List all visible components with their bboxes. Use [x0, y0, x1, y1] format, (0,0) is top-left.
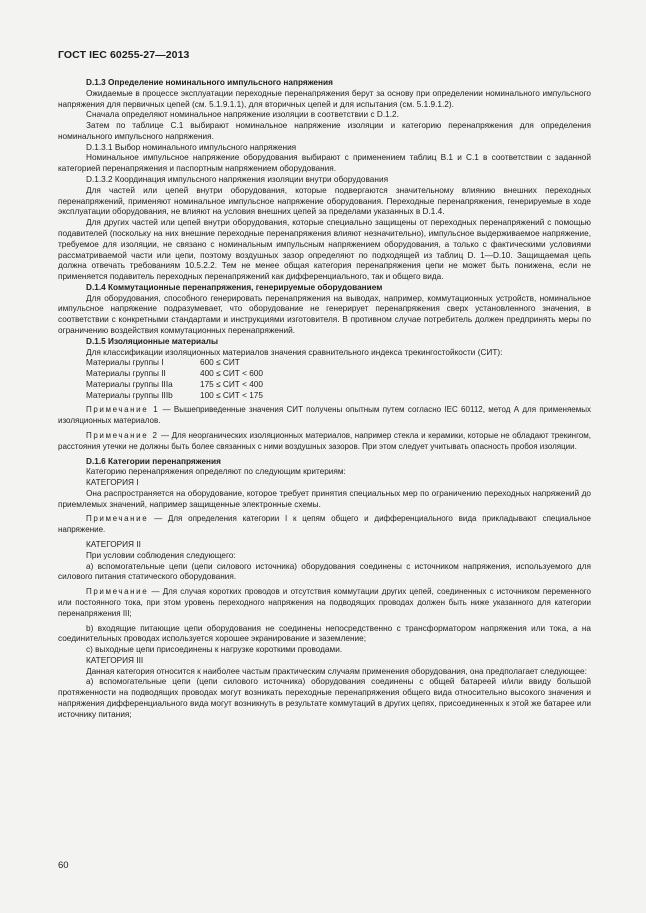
material-value: 100 ≤ СИТ < 175: [200, 390, 263, 400]
material-name: Материалы группы II: [86, 369, 166, 379]
note-label: Примечание 2: [86, 431, 159, 440]
note-text: — Для случая коротких проводов и отсутствия коммутации других цепей, соединенных с источником переменного или постоянного тока, при этом уровень переходного напряжения на подводящих проводах должен быть ниже указанного для категории перенапряжения III;: [58, 587, 591, 618]
note-label: Примечание: [86, 514, 149, 524]
list-item: c) выходные цепи присоединены к нагрузке короткими проводами.: [86, 645, 343, 655]
paragraph: Для частей или цепей внутри оборудования, которые подвергаются значительному влиянию внешних переходных перенапряжений, применяют номинальное импульсное напряжение оборудования. Переходные перенапряжения, генерируемые в ходе эксплуатации оборудования, не влияют на условия внешних цепей за пределами указанных в D.1.4.: [58, 185, 591, 217]
paragraph: Для классификации изоляционных материалов значения сравнительного индекса трекингостойкости (СИТ):: [86, 347, 503, 357]
material-value: 600 ≤ СИТ: [200, 358, 240, 368]
page-number: 60: [58, 860, 69, 871]
document-header: ГОСТ IEC 60255-27—2013: [58, 49, 190, 61]
note-label: Примечание: [86, 587, 149, 597]
category-label: КАТЕГОРИЯ I: [86, 478, 139, 488]
paragraph: Данная категория относится к наиболее частым практическим случаям применения оборудования, она предполагает следующее:: [86, 666, 587, 676]
list-item: b) входящие питающие цепи оборудования не соединены непосредственно с трансформатором напряжения или тока, а на соединительных проводах используется хорошее экранирование и заземление;: [58, 623, 591, 644]
note-text: — Для неорганических изоляционных материалов, например стекла и керамики, которые не обладают трекингом, расстояния утечки не должны быть более связанных с ними воздушных зазоров. При этом следует учитывать опасность пробоя изоляции.: [58, 431, 591, 451]
subsection-heading-d131: D.1.3.1 Выбор номинального импульсного напряжения: [86, 142, 297, 152]
material-name: Материалы группы I: [86, 358, 164, 368]
paragraph: Она распространяется на оборудование, которое требует принятия специальных мер по ограничению переходных напряжений до приемлемых значений, например защищенные электронные схемы.: [58, 488, 591, 509]
material-value: 400 ≤ СИТ < 600: [200, 369, 263, 379]
paragraph: Затем по таблице С.1 выбирают номинальное напряжение изоляции и категорию перенапряжения для определения номинального импульсного напряжения.: [58, 121, 591, 141]
material-row: [58, 369, 591, 380]
paragraph: Для других частей или цепей внутри оборудования, которые специально защищены от переходных перенапряжений с помощью подавителей (поскольку на них внешние переходные перенапряжения влияют незначительно), импульсное выдерживаемое напряжение, требуемое для изоляции, не связано с номинальным импульсным напряжением оборудования, а только с фактическими условиями рассматриваемой части или цепи, поэтому воздушных зазор определяют по подходящей из таблиц D. 1—D.10. Защищаемая цепь должна отвечать требованиям 10.5.2.2. Тем не менее общая категория перенапряжения цепи не может быть понижена, если не применяется подавитель переходных перенапряжений как дифференциального, так и общего вида.: [58, 218, 591, 282]
subsection-heading-d132: D.1.3.2 Координация импульсного напряжения изоляции внутри оборудования: [86, 175, 389, 185]
material-value: 175 ≤ СИТ < 400: [200, 379, 263, 389]
note-paragraph: [58, 405, 591, 427]
note-paragraph: [58, 514, 591, 536]
note-text: — Вышеприведенные значения СИТ получены опытным путем согласно IEC 60112, метод А для применяемых изоляционных материалов.: [58, 405, 591, 426]
paragraph: Ожидаемые в процессе эксплуатации переходные перенапряжения берут за основу при определении номинального импульсного напряжения для первичных цепей (см. 5.1.9.1.1), для вторичных цепей и для испытания (см. 5.1.9.1.2).: [58, 88, 591, 109]
paragraph: Номинальное импульсное напряжение оборудования выбирают с применением таблиц В.1 и С.1 в соответствии с заданной категорией перенапряжения и паспортным напряжением оборудования.: [58, 153, 591, 174]
paragraph: Категорию перенапряжения определяют по следующим критериям:: [86, 467, 346, 477]
category-label: КАТЕГОРИЯ III: [86, 655, 144, 665]
material-name: Материалы группы IIIa: [86, 379, 173, 389]
material-name: Материалы группы IIIb: [86, 390, 173, 400]
note-text: — Для определения категории I к цепям общего и дифференциального вида прикладывают специальное напряжение.: [58, 514, 591, 535]
note-paragraph: [58, 587, 591, 619]
list-item: a) вспомогательные цепи (цепи силового источника) оборудования соединены с общей батареей и/или ввиду большой протяженности на подводящих проводах могут возникать переходные перенапряжения общего вида относительно высокого значения и напряжения дифференциального вида могут возникнуть в результате коммутаций в других цепях, присоединенных к этой же батарее или источнику питания;: [58, 677, 591, 719]
paragraph: Для оборудования, способного генерировать перенапряжения на выводах, например, коммутационных устройств, номинальное импульсное напряжение подразумевает, что оборудование не генерирует перенапряжения сверх установленного значения, в соответствии с конкретными стандартами и инструкциями изготовителя. В противном случае потребитель должен предпринять меры по ограничению воздействия коммутационных перенапряжений.: [58, 293, 591, 335]
section-heading-d13: D.1.3 Определение номинального импульсного напряжения: [86, 78, 333, 87]
note-paragraph: [58, 431, 591, 453]
document-body: [58, 78, 591, 721]
section-heading-d14: D.1.4 Коммутационные перенапряжения, генерируемые оборудованием: [86, 282, 383, 292]
note-label: Примечание 1: [86, 405, 160, 415]
material-row: [58, 358, 591, 369]
list-item: a) вспомогательные цепи (цепи силового источника) оборудования соединены с источником напряжения, используемого для силового питания статического оборудования.: [58, 561, 591, 582]
paragraph: Сначала определяют номинальное напряжение изоляции в соответствии с D.1.2.: [86, 110, 399, 120]
material-row: [58, 391, 591, 402]
section-heading-d15: D.1.5 Изоляционные материалы: [86, 336, 218, 346]
material-row: [58, 380, 591, 391]
section-heading-d16: D.1.6 Категории перенапряжения: [86, 456, 221, 466]
paragraph: При условии соблюдения следующего:: [86, 550, 236, 560]
category-label: КАТЕГОРИЯ II: [86, 540, 141, 550]
